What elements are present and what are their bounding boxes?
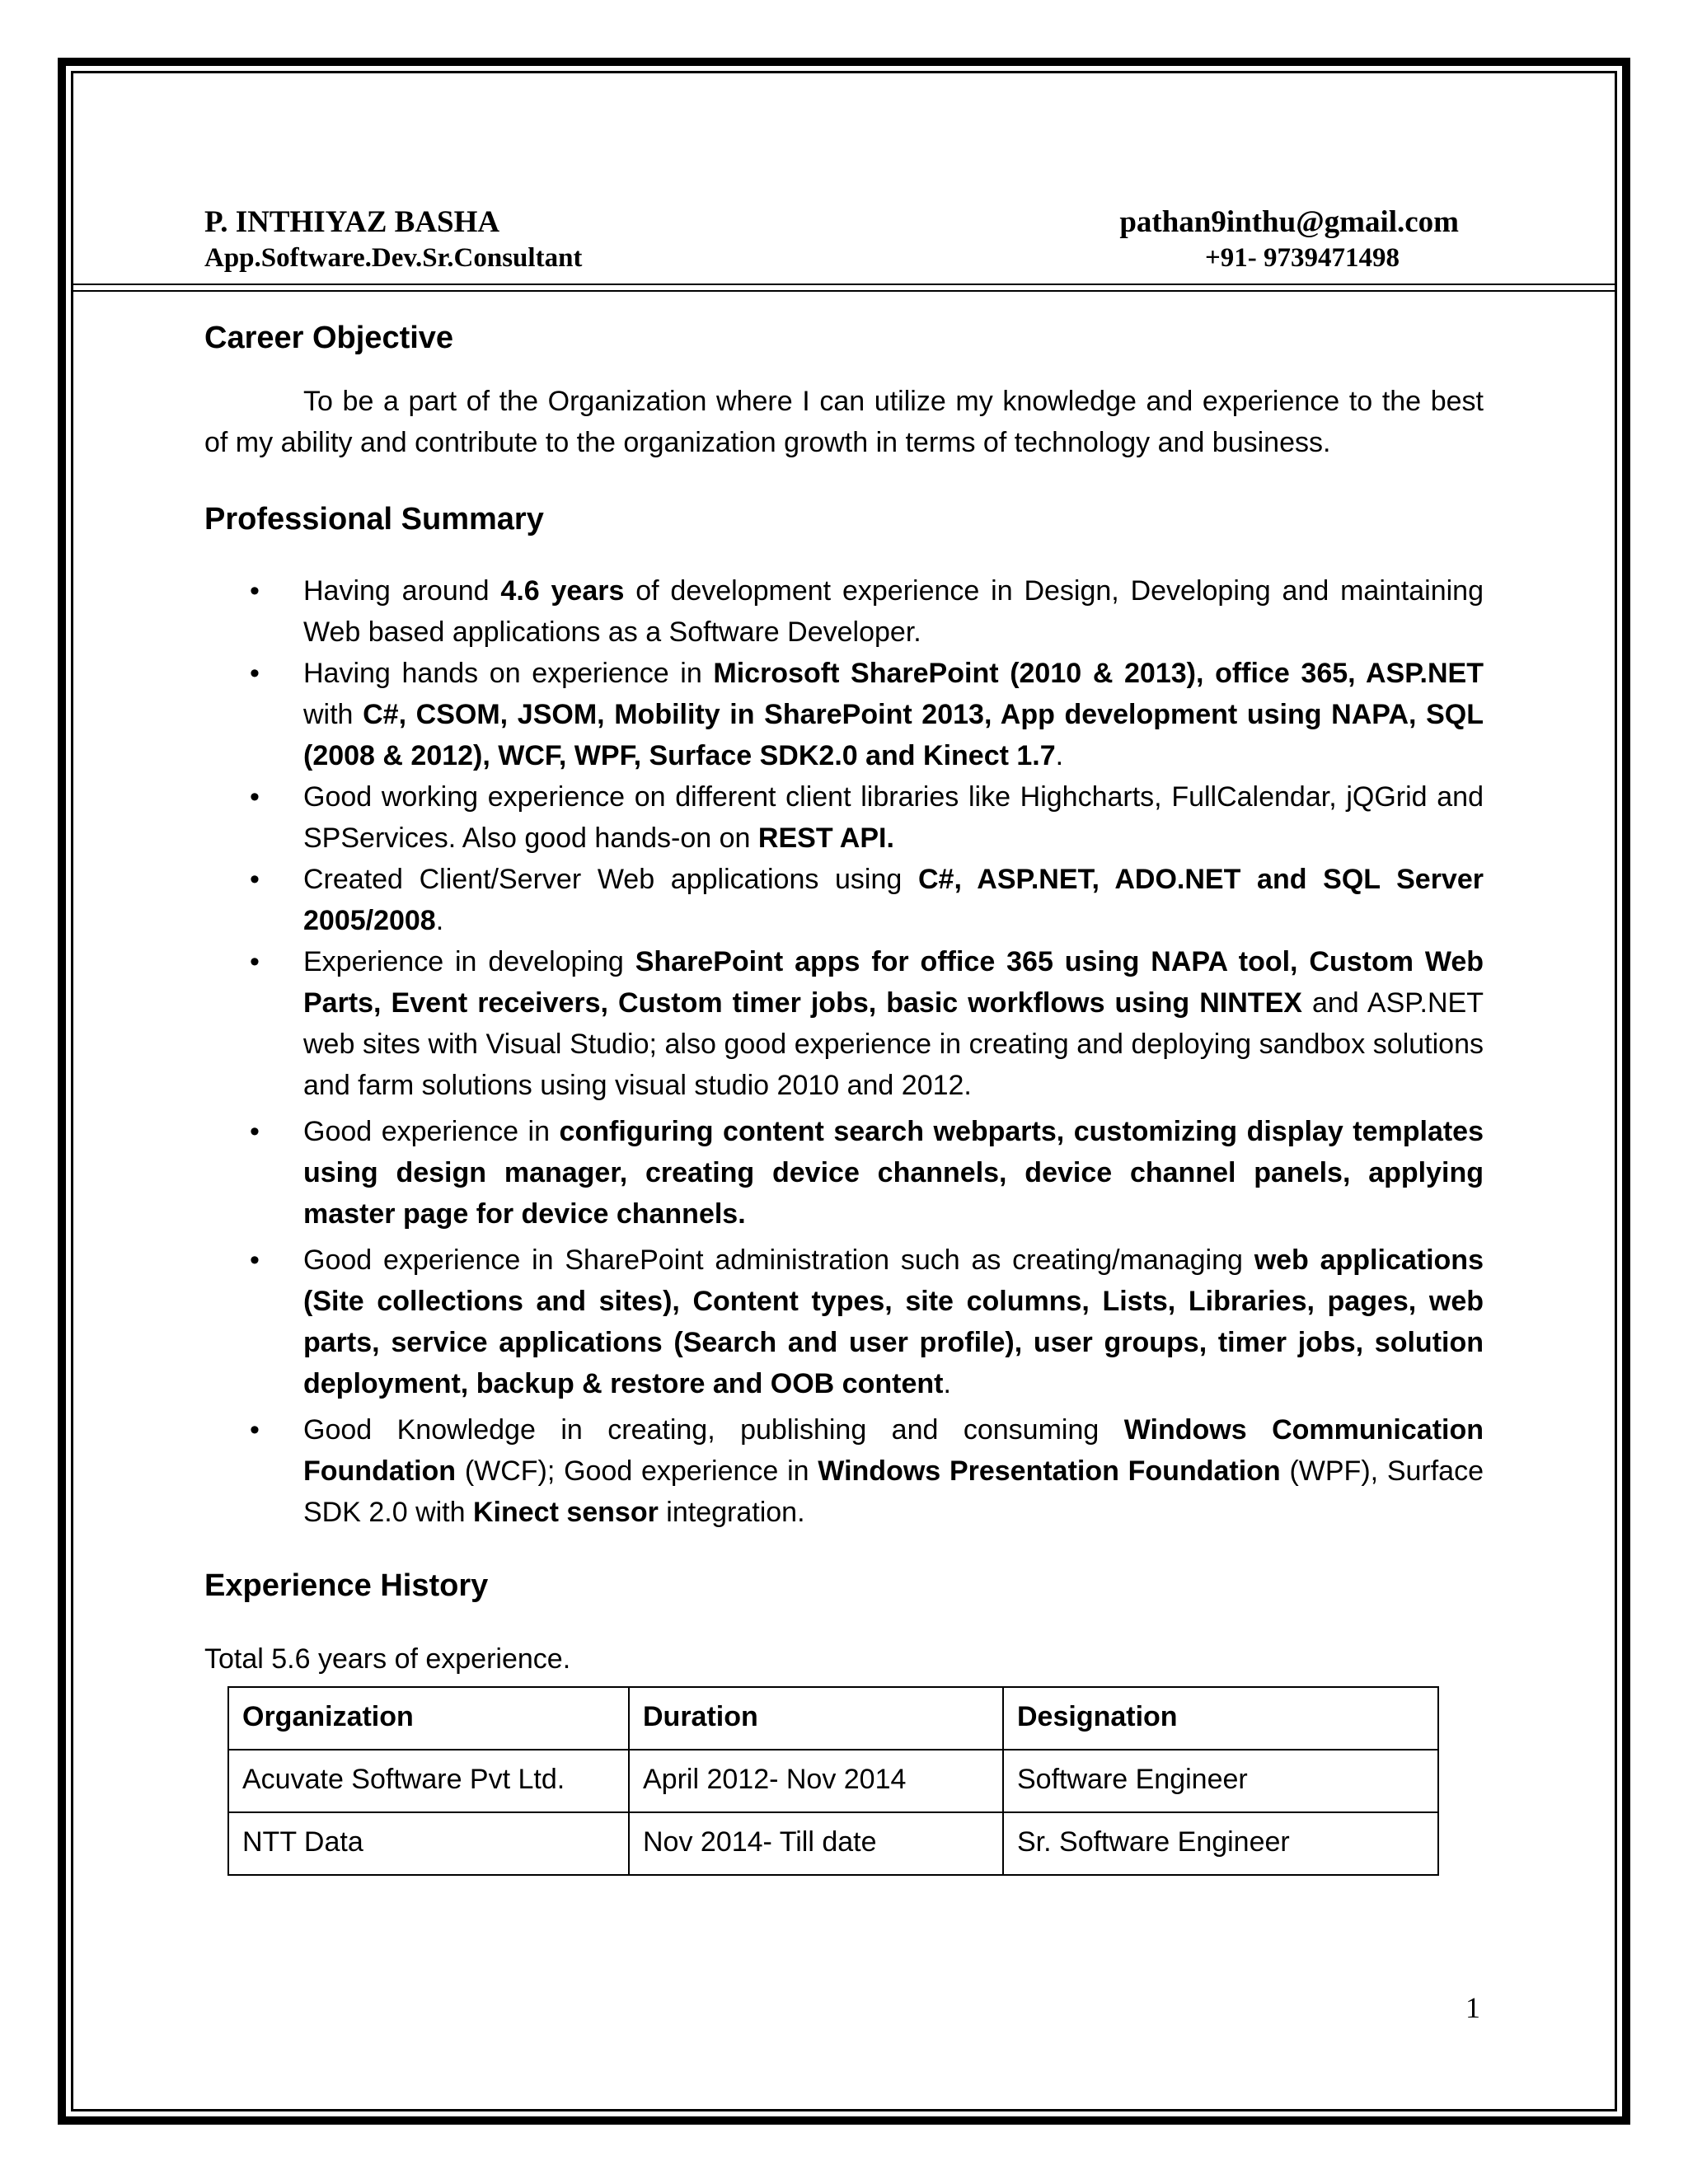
summary-text: Experience in developing xyxy=(303,946,635,977)
header-rule-bottom xyxy=(73,290,1615,292)
candidate-email[interactable]: pathan9inthu@gmail.com xyxy=(1119,205,1459,239)
cell-organization: Acuvate Software Pvt Ltd. xyxy=(228,1750,629,1812)
bullet-icon: • xyxy=(250,864,260,895)
summary-text: of development experience in Design, Developing and maintaining Web based applications as a Software Developer. xyxy=(303,575,1484,648)
bullet-icon: • xyxy=(250,1414,260,1446)
summary-text-bold: Windows Presentation Foundation xyxy=(818,1455,1281,1487)
bullet-icon: • xyxy=(250,781,260,813)
summary-text-bold: Kinect sensor xyxy=(472,1497,659,1528)
cell-designation: Sr. Software Engineer xyxy=(1003,1812,1438,1875)
summary-text: with xyxy=(303,699,363,730)
summary-text: Good experience in xyxy=(303,1116,560,1147)
summary-text-bold: REST API. xyxy=(757,823,894,854)
bullet-icon: • xyxy=(250,1244,260,1276)
summary-text: and ASP.NET web sites with Visual Studio; also good experience in creating and deploying sandbox solutions and farm solutions using visual studio 2010 and 2012. xyxy=(303,987,1484,1101)
candidate-phone: +91- 9739471498 xyxy=(1204,243,1400,273)
experience-history-heading: Experience History xyxy=(204,1568,489,1603)
bullet-icon: • xyxy=(250,1116,260,1147)
candidate-name: P. INTHIYAZ BASHA xyxy=(204,205,500,239)
summary-text: Created Client/Server Web applications using xyxy=(303,864,918,895)
bullet-icon: • xyxy=(250,946,260,977)
summary-item xyxy=(204,941,1484,1106)
header-rule-top xyxy=(73,284,1615,285)
candidate-title: App.Software.Dev.Sr.Consultant xyxy=(204,243,583,273)
bullet-icon: • xyxy=(250,575,260,607)
summary-text: (WPF), Surface SDK 2.0 with xyxy=(303,1455,1484,1528)
summary-text-bold: C#, ASP.NET, ADO.NET and SQL Server 2005/2008 xyxy=(303,864,1484,936)
column-header-duration: Duration xyxy=(629,1687,1003,1750)
cell-duration: Nov 2014- Till date xyxy=(629,1812,1003,1875)
bullet-icon: • xyxy=(250,658,260,689)
summary-text-bold: SharePoint apps for office 365 using NAPA tool, Custom Web Parts, Event receivers, Custom timer jobs, basic workflows using NINTEX xyxy=(303,946,1484,1019)
experience-table xyxy=(227,1686,1439,1876)
summary-text-bold: configuring content search webparts, customizing display templates using design manager, creating device channels, device channel panels, applying master page for device channels. xyxy=(303,1116,1484,1230)
table-header-row xyxy=(228,1687,1438,1750)
cell-organization: NTT Data xyxy=(228,1812,629,1875)
summary-text: . xyxy=(943,1368,951,1399)
summary-text: Good working experience on different client libraries like Highcharts, FullCalendar, jQGrid and SPServices. Also good hands-on on xyxy=(303,781,1484,854)
resume-body xyxy=(204,313,1484,1876)
summary-text: Good Knowledge in creating, publishing and consuming xyxy=(303,1414,1124,1446)
summary-item xyxy=(204,776,1484,859)
summary-text-bold: 4.6 years xyxy=(500,575,625,607)
page-number: 1 xyxy=(1465,1991,1480,2024)
total-experience: Total 5.6 years of experience. xyxy=(204,1643,571,1675)
summary-text: Having around xyxy=(303,575,501,607)
column-header-organization: Organization xyxy=(228,1687,629,1750)
career-objective-heading: Career Objective xyxy=(204,321,454,355)
summary-text: Good experience in SharePoint administration such as creating/managing xyxy=(303,1244,1254,1276)
cell-designation: Software Engineer xyxy=(1003,1750,1438,1812)
summary-text: Having hands on experience in xyxy=(303,658,714,689)
summary-item xyxy=(204,1409,1484,1533)
summary-item xyxy=(204,653,1484,776)
cell-duration: April 2012- Nov 2014 xyxy=(629,1750,1003,1812)
summary-list xyxy=(204,570,1484,1533)
career-objective-text: To be a part of the Organization where I can utilize my knowledge and experience to the best of my ability and contribute to the organization growth in terms of technology and business. xyxy=(204,386,1484,458)
summary-text-bold: Microsoft SharePoint (2010 & 2013), office 365, ASP.NET xyxy=(713,658,1484,689)
summary-item xyxy=(204,570,1484,653)
summary-item xyxy=(204,1240,1484,1404)
summary-text: . xyxy=(435,905,444,936)
summary-text: . xyxy=(1055,740,1064,771)
table-row xyxy=(228,1750,1438,1812)
table-row xyxy=(228,1812,1438,1875)
summary-text-bold: Windows Communication Foundation xyxy=(303,1414,1484,1487)
column-header-designation: Designation xyxy=(1003,1687,1438,1750)
summary-text: integration. xyxy=(658,1497,805,1528)
summary-item xyxy=(204,859,1484,941)
professional-summary-heading: Professional Summary xyxy=(204,502,544,537)
summary-text-bold: C#, CSOM, JSOM, Mobility in SharePoint 2013, App development using NAPA, SQL (2008 & 2012), WCF, WPF, Surface SDK2.0 and Kinect 1.7 xyxy=(303,699,1484,771)
summary-item xyxy=(204,1111,1484,1235)
summary-text-bold: web applications (Site collections and sites), Content types, site columns, Lists, Libraries, pages, web parts, service applications (Search and user profile), user groups, timer jobs, solution deployment, backup & restore and OOB content xyxy=(303,1244,1484,1399)
summary-text: (WCF); Good experience in xyxy=(456,1455,818,1487)
